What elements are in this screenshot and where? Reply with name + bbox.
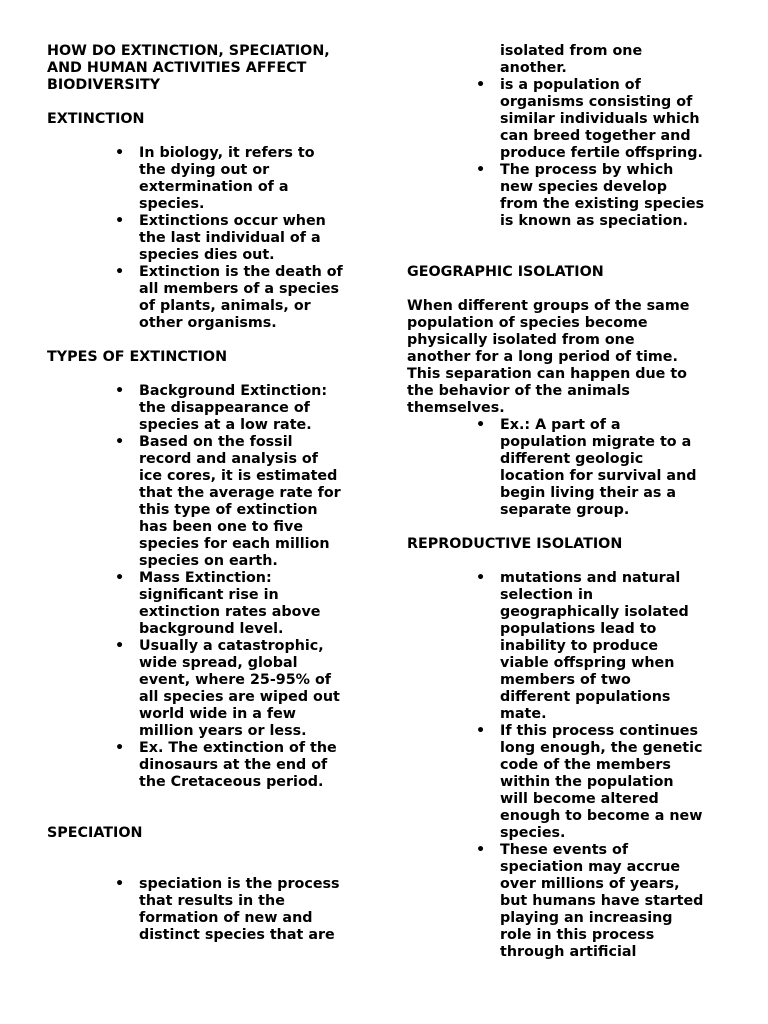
list-item: • Extinction is the death of all members of a species of plants, animals, or other organisms. xyxy=(115,264,343,331)
list-item: • In biology, it refers to the dying out or extermination of a species. xyxy=(115,145,315,212)
speciation-continuation: isolated from one another. xyxy=(500,43,643,76)
reproductive-isolation-list xyxy=(407,570,737,961)
bullet-icon: • xyxy=(476,842,486,858)
list-item: • Ex.: A part of a population migrate to a different geologic location for survival and begin living their as a separate group. xyxy=(476,417,697,518)
speciation-list-continued xyxy=(407,77,737,230)
geographic-isolation-paragraph: When different groups of the same population of species become physically isolated from one another for a long period of time. This separation can happen due to the behavior of the animals themselves. xyxy=(407,298,690,416)
bullet-icon: • xyxy=(115,213,125,229)
list-item: • speciation is the process that results in the formation of new and distinct species that are xyxy=(115,876,340,943)
speciation-list xyxy=(47,876,377,944)
types-of-extinction-list xyxy=(47,383,377,791)
list-item: • These events of speciation may accrue over millions of years, but humans have started playing an increasing role in this process through artificial xyxy=(476,842,704,960)
bullet-icon: • xyxy=(115,876,125,892)
bullet-icon: • xyxy=(476,77,486,93)
list-item: • mutations and natural selection in geographically isolated populations lead to inability to produce viable offspring when members of two different populations mate. xyxy=(476,570,689,722)
bullet-icon: • xyxy=(476,723,486,739)
list-item: • Ex. The extinction of the dinosaurs at the end of the Cretaceous period. xyxy=(115,740,337,790)
geographic-isolation-heading: GEOGRAPHIC ISOLATION xyxy=(407,264,604,280)
bullet-icon: • xyxy=(476,417,486,433)
list-item: • Background Extinction: the disappearance of species at a low rate. xyxy=(115,383,328,433)
document-title: HOW DO EXTINCTION, SPECIATION, AND HUMAN ACTIVITIES AFFECT BIODIVERSITY xyxy=(47,43,330,93)
geographic-isolation-list xyxy=(407,417,737,519)
list-item: • Mass Extinction: significant rise in extinction rates above background level. xyxy=(115,570,321,637)
types-of-extinction-heading: TYPES OF EXTINCTION xyxy=(47,349,228,365)
bullet-icon: • xyxy=(115,264,125,280)
extinction-list xyxy=(47,145,377,332)
left-column xyxy=(47,43,377,944)
list-item: • is a population of organisms consisting of similar individuals which can breed together and produce fertile offspring. xyxy=(476,77,703,161)
extinction-heading: EXTINCTION xyxy=(47,111,145,127)
bullet-icon: • xyxy=(476,570,486,586)
bullet-icon: • xyxy=(115,638,125,654)
bullet-icon: • xyxy=(476,162,486,178)
list-item: • Usually a catastrophic, wide spread, global event, where 25-95% of all species are wiped out world wide in a few million years or less. xyxy=(115,638,340,739)
list-item: • Extinctions occur when the last individual of a species dies out. xyxy=(115,213,326,263)
list-item: • If this process continues long enough, the genetic code of the members within the population will become altered enough to become a new species. xyxy=(476,723,703,841)
bullet-icon: • xyxy=(115,145,125,161)
list-item: • Based on the fossil record and analysis of ice cores, it is estimated that the average rate for this type of extinction has been one to five species for each million species on earth. xyxy=(115,434,341,569)
bullet-icon: • xyxy=(115,434,125,450)
speciation-heading: SPECIATION xyxy=(47,825,143,841)
bullet-icon: • xyxy=(115,740,125,756)
list-item: • The process by which new species develop from the existing species is known as speciation. xyxy=(476,162,705,229)
bullet-icon: • xyxy=(115,383,125,399)
reproductive-isolation-heading: REPRODUCTIVE ISOLATION xyxy=(407,536,623,552)
right-column xyxy=(407,43,737,961)
bullet-icon: • xyxy=(115,570,125,586)
